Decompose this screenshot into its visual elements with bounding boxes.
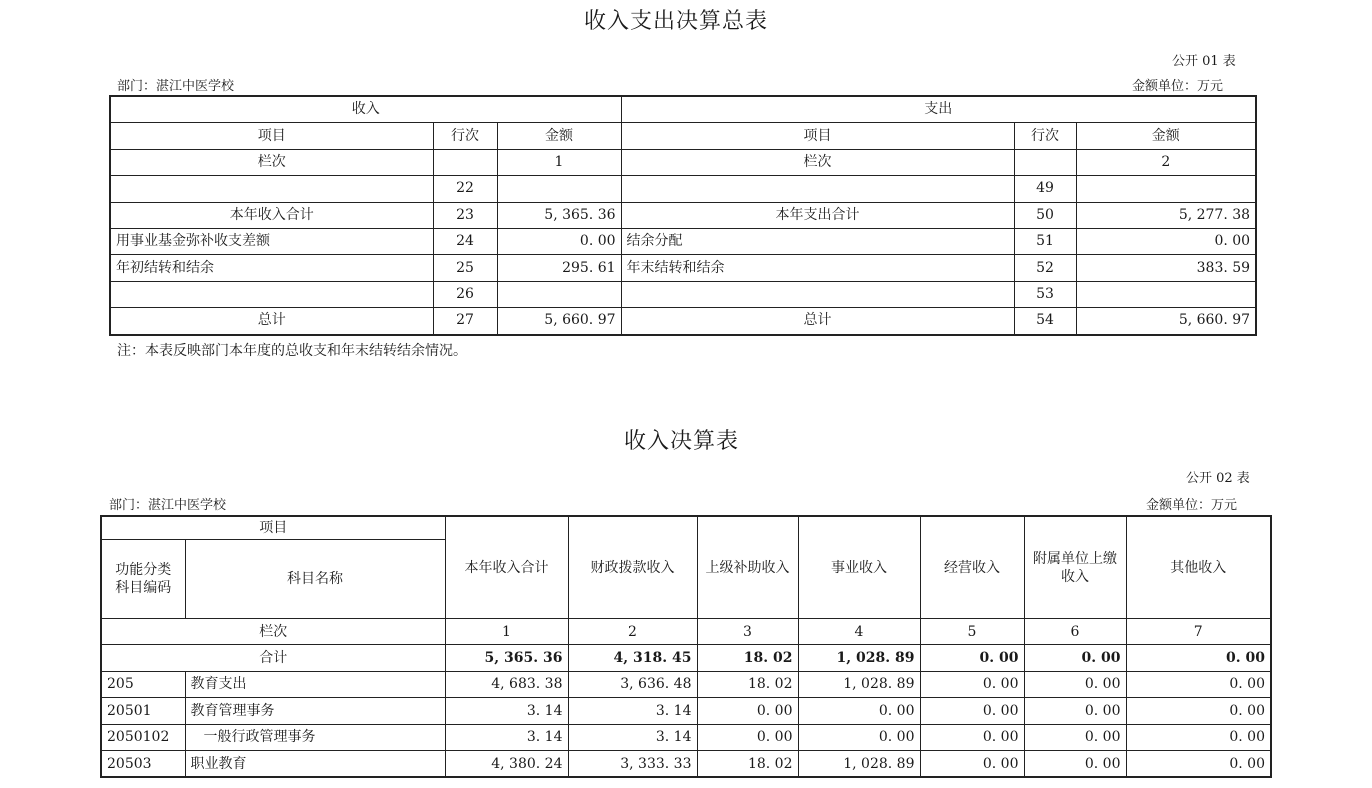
column-number: 2: [568, 619, 697, 645]
expense-item: 本年支出合计: [621, 202, 1014, 228]
affiliate-remittance-header: 附属单位上缴收入: [1024, 516, 1126, 619]
cell-value: 0. 00: [1126, 724, 1271, 750]
cell-value: 4, 683. 38: [445, 671, 568, 697]
expense-row-no: 51: [1014, 228, 1076, 254]
income-row-no: 27: [433, 308, 497, 335]
income-column-number: 1: [497, 149, 621, 175]
subject-name: 职业教育: [185, 750, 445, 777]
income-lanci-label: 栏次: [110, 149, 433, 175]
column-number: 5: [920, 619, 1024, 645]
subject-name: 教育管理事务: [185, 698, 445, 724]
expense-row-no: 54: [1014, 308, 1076, 335]
income-amount: [497, 281, 621, 307]
income-department: 部门：湛江中医学校: [109, 498, 227, 513]
table-row: [101, 724, 1271, 750]
table-row: [110, 202, 1256, 228]
income-row-no: 25: [433, 255, 497, 281]
summary-note: 注：本表反映部门本年度的总收支和年末结转结余情况。: [117, 343, 467, 359]
expense-amount: [1076, 281, 1256, 307]
cell-value: 3, 333. 33: [568, 750, 697, 777]
table-row: [110, 255, 1256, 281]
function-code: 205: [101, 671, 185, 697]
expense-item: 年末结转和结余: [621, 255, 1014, 281]
cell-value: 0. 00: [697, 724, 798, 750]
summary-form-number: 公开 01 表: [1172, 54, 1236, 69]
total-value: 4, 318. 45: [568, 645, 697, 671]
expense-item: [621, 281, 1014, 307]
superior-subsidy-header: 上级补助收入: [697, 516, 798, 619]
cell-value: 18. 02: [697, 671, 798, 697]
income-item: [110, 281, 433, 307]
cell-value: 1, 028. 89: [798, 750, 920, 777]
other-income-header: 其他收入: [1126, 516, 1271, 619]
expense-item-header: 项目: [621, 123, 1014, 149]
function-code-header: 功能分类科目编码: [101, 540, 185, 619]
expense-lanci-blank: [1014, 149, 1076, 175]
cell-value: 0. 00: [798, 724, 920, 750]
income-total-row: [101, 645, 1271, 671]
function-code: 20501: [101, 698, 185, 724]
expense-group-header: 支出: [621, 96, 1256, 123]
column-number: 1: [445, 619, 568, 645]
cell-value: 0. 00: [697, 698, 798, 724]
summary-amount-unit: 金额单位：万元: [1132, 79, 1224, 94]
expense-item: 结余分配: [621, 228, 1014, 254]
income-row-no: 23: [433, 202, 497, 228]
table-row: [101, 671, 1271, 697]
column-number: 6: [1024, 619, 1126, 645]
cell-value: 3. 14: [568, 698, 697, 724]
lanci-label: 栏次: [101, 619, 445, 645]
table-row: [110, 281, 1256, 307]
total-value: 18. 02: [697, 645, 798, 671]
project-header: 项目: [101, 516, 445, 540]
expense-column-number: 2: [1076, 149, 1256, 175]
total-value: 0. 00: [920, 645, 1024, 671]
income-amount: 5, 365. 36: [497, 202, 621, 228]
income-lanci-row: [101, 619, 1271, 645]
summary-lanci-row: [110, 149, 1256, 175]
cell-value: 0. 00: [920, 724, 1024, 750]
expense-lanci-label: 栏次: [621, 149, 1014, 175]
cell-value: 3. 14: [568, 724, 697, 750]
subject-name: 教育支出: [185, 671, 445, 697]
income-amount: [497, 176, 621, 202]
income-amount-unit: 金额单位：万元: [1146, 498, 1238, 513]
income-item: [110, 176, 433, 202]
column-number: 4: [798, 619, 920, 645]
expense-row-no: 49: [1014, 176, 1076, 202]
income-amount: 0. 00: [497, 228, 621, 254]
table-row: [110, 176, 1256, 202]
column-number: 3: [697, 619, 798, 645]
income-lanci-blank: [433, 149, 497, 175]
column-number: 7: [1126, 619, 1271, 645]
total-income-header: 本年收入合计: [445, 516, 568, 619]
expense-row-no-header: 行次: [1014, 123, 1076, 149]
cell-value: 0. 00: [1126, 750, 1271, 777]
expense-item: [621, 176, 1014, 202]
cell-value: 1, 028. 89: [798, 671, 920, 697]
cell-value: 3, 636. 48: [568, 671, 697, 697]
summary-department: 部门：湛江中医学校: [117, 79, 235, 94]
income-title: 收入决算表: [624, 429, 740, 454]
summary-table: [109, 95, 1257, 336]
total-value: 1, 028. 89: [798, 645, 920, 671]
income-item-header: 项目: [110, 123, 433, 149]
income-group-header: 收入: [110, 96, 621, 123]
income-item: 年初结转和结余: [110, 255, 433, 281]
expense-row-no: 50: [1014, 202, 1076, 228]
income-amount: 5, 660. 97: [497, 308, 621, 335]
income-row-no: 22: [433, 176, 497, 202]
function-code: 20503: [101, 750, 185, 777]
subject-name: 一般行政管理事务: [185, 724, 445, 750]
subject-name-header: 科目名称: [185, 540, 445, 619]
income-header-row: [101, 516, 1271, 540]
cell-value: 18. 02: [697, 750, 798, 777]
expense-amount: 0. 00: [1076, 228, 1256, 254]
total-value: 0. 00: [1126, 645, 1271, 671]
table-row: [110, 228, 1256, 254]
income-amount: 295. 61: [497, 255, 621, 281]
income-item: 总计: [110, 308, 433, 335]
cell-value: 0. 00: [1024, 698, 1126, 724]
expense-amount-header: 金额: [1076, 123, 1256, 149]
cell-value: 4, 380. 24: [445, 750, 568, 777]
summary-group-header-row: [110, 96, 1256, 123]
total-label: 合计: [101, 645, 445, 671]
income-item: 本年收入合计: [110, 202, 433, 228]
fiscal-allocation-header: 财政拨款收入: [568, 516, 697, 619]
expense-row-no: 52: [1014, 255, 1076, 281]
expense-amount: 5, 277. 38: [1076, 202, 1256, 228]
cell-value: 0. 00: [1024, 724, 1126, 750]
cell-value: 0. 00: [1126, 698, 1271, 724]
expense-amount: 5, 660. 97: [1076, 308, 1256, 335]
total-value: 0. 00: [1024, 645, 1126, 671]
income-form-number: 公开 02 表: [1186, 471, 1250, 486]
cell-value: 3. 14: [445, 698, 568, 724]
income-row-no: 26: [433, 281, 497, 307]
expense-amount: [1076, 176, 1256, 202]
cell-value: 3. 14: [445, 724, 568, 750]
table-row: [101, 750, 1271, 777]
operating-income-header: 经营收入: [920, 516, 1024, 619]
expense-item: 总计: [621, 308, 1014, 335]
income-row-no: 24: [433, 228, 497, 254]
expense-amount: 383. 59: [1076, 255, 1256, 281]
cell-value: 0. 00: [1024, 750, 1126, 777]
cell-value: 0. 00: [1024, 671, 1126, 697]
cell-value: 0. 00: [920, 698, 1024, 724]
cell-value: 0. 00: [798, 698, 920, 724]
total-value: 5, 365. 36: [445, 645, 568, 671]
function-code: 2050102: [101, 724, 185, 750]
cell-value: 0. 00: [1126, 671, 1271, 697]
income-row-no-header: 行次: [433, 123, 497, 149]
business-income-header: 事业收入: [798, 516, 920, 619]
summary-total-row: [110, 308, 1256, 335]
summary-title: 收入支出决算总表: [584, 9, 769, 34]
income-amount-header: 金额: [497, 123, 621, 149]
cell-value: 0. 00: [920, 750, 1024, 777]
cell-value: 0. 00: [920, 671, 1024, 697]
table-row: [101, 698, 1271, 724]
expense-row-no: 53: [1014, 281, 1076, 307]
income-table: [100, 515, 1272, 778]
summary-column-header-row: [110, 123, 1256, 149]
income-item: 用事业基金弥补收支差额: [110, 228, 433, 254]
